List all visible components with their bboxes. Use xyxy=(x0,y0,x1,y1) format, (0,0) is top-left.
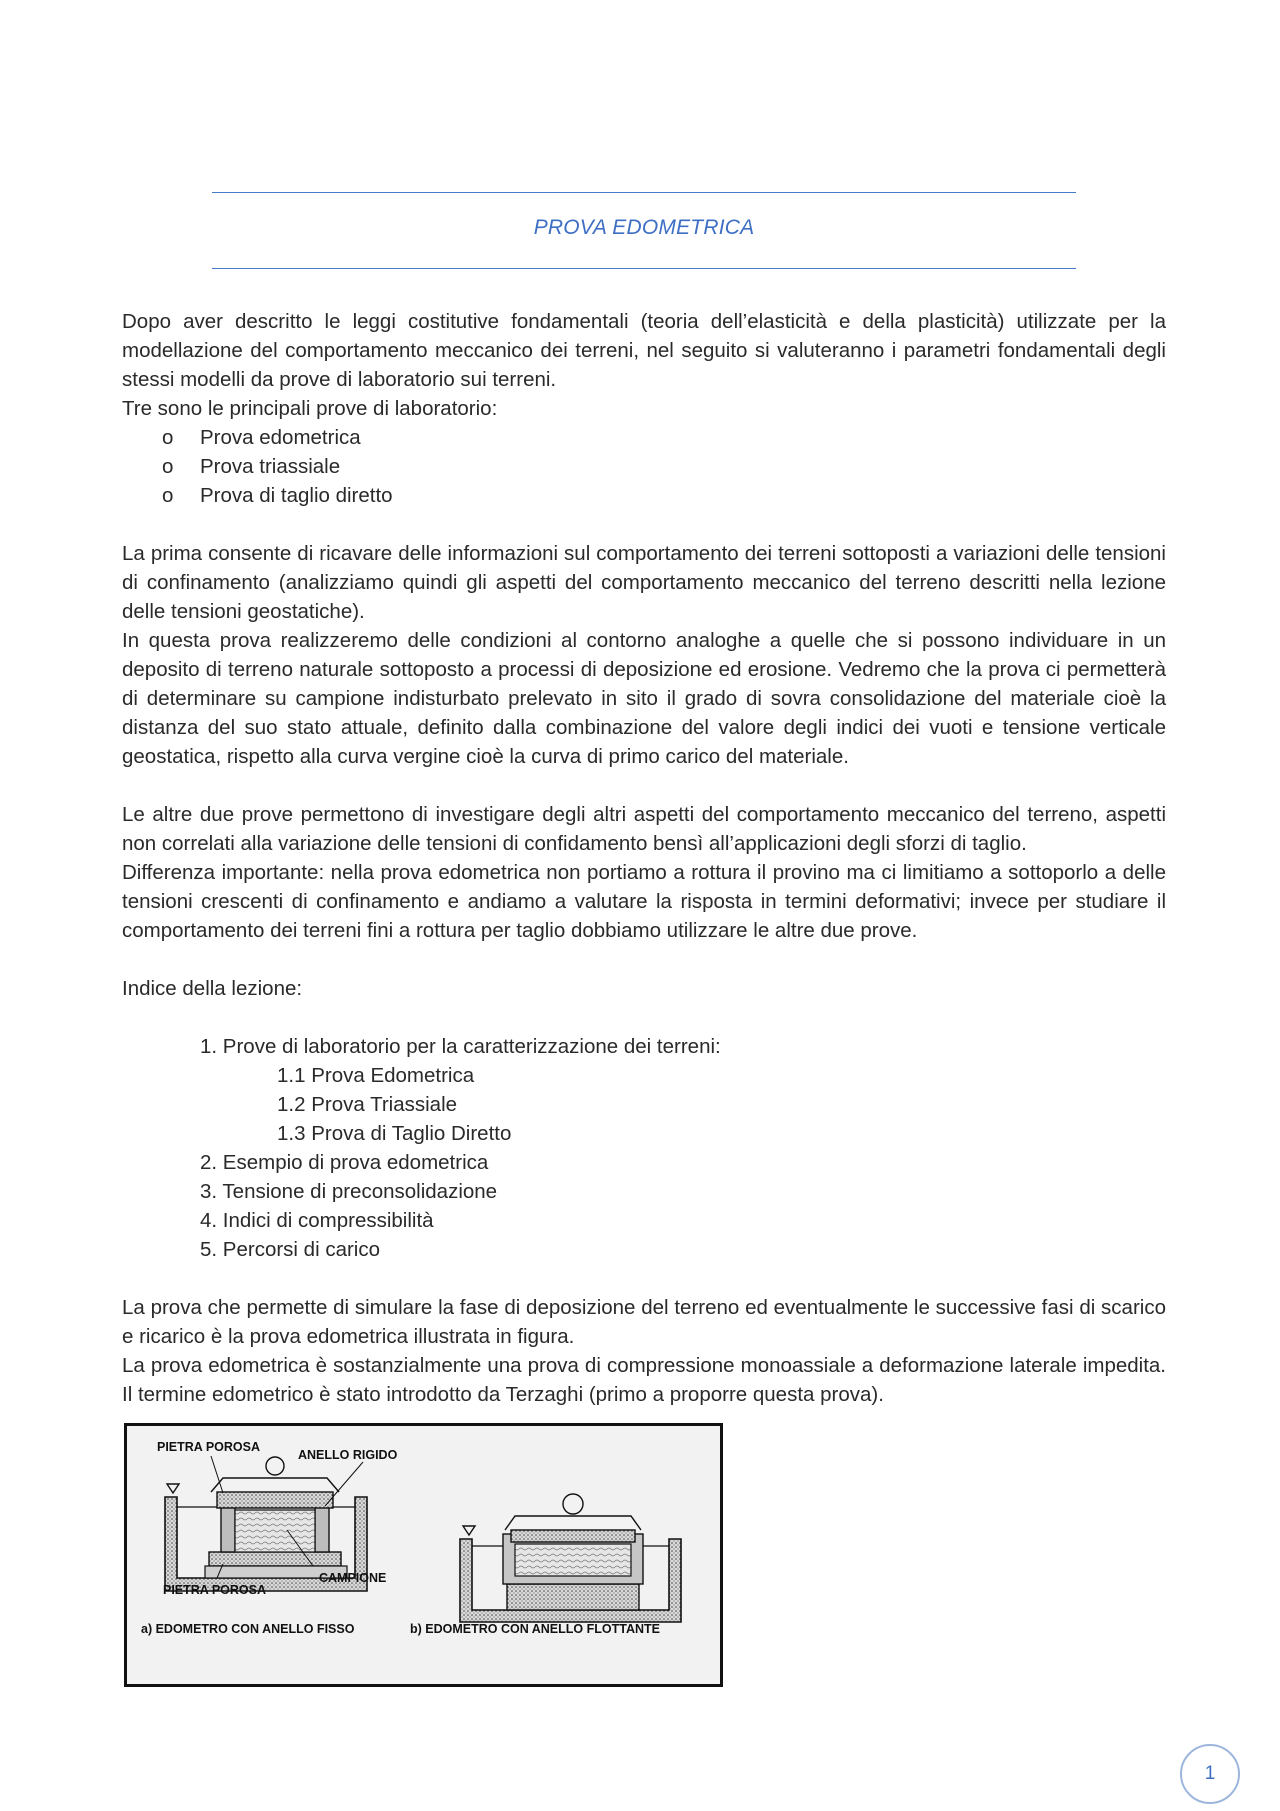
caption-floating-ring: b) EDOMETRO CON ANELLO FLOTTANTE xyxy=(410,1622,660,1636)
title-rule-top xyxy=(212,192,1076,193)
water-level-icon-b xyxy=(463,1526,475,1535)
index-subitem: 1.1 Prova Edometrica xyxy=(277,1064,475,1087)
load-ball-b xyxy=(563,1494,583,1514)
label-pietra-porosa-top: PIETRA POROSA xyxy=(157,1440,261,1454)
lesson-index xyxy=(122,1032,1166,1264)
fixed-ring-oedometer xyxy=(157,1440,398,1597)
index-subitem: 1.3 Prova di Taglio Diretto xyxy=(277,1122,512,1145)
oedometer-diagram xyxy=(127,1426,720,1684)
oedometer-figure xyxy=(124,1423,723,1687)
label-campione: CAMPIONE xyxy=(319,1571,387,1585)
list-item xyxy=(122,481,1166,510)
water-level-icon xyxy=(167,1484,179,1493)
title-rule-bottom xyxy=(212,268,1076,269)
list-item xyxy=(122,423,1166,452)
paragraph-differenza: Differenza importante: nella prova edometrica non portiamo a rottura il provino ma ci limitiamo a sottoporlo a delle tensioni crescenti di confinamento e andiamo a valutare la risposta in termini deformativi; invece per studiare il comportamento dei terreni fini a rottura per taglio dobbiamo utilizzare le altre due prove. xyxy=(122,861,1166,942)
paragraph-intro: Dopo aver descritto le leggi costitutive fondamentali (teoria dell’elasticità e della plasticità) utilizzate per la modellazione del comportamento meccanico dei terreni, nel seguito si valuteranno i parametri fondamentali degli stessi modelli da prove di laboratorio sui terreni. xyxy=(122,310,1166,391)
bullet-list xyxy=(122,423,1166,510)
floating-ring-oedometer xyxy=(460,1494,681,1622)
page-number: 1 xyxy=(1180,1744,1240,1804)
load-ball xyxy=(266,1457,284,1475)
label-pietra-porosa-bottom: PIETRA POROSA xyxy=(163,1583,267,1597)
bullet-marker: o xyxy=(162,484,174,507)
caption-fixed-ring: a) EDOMETRO CON ANELLO FISSO xyxy=(141,1622,355,1636)
index-item: 1. Prove di laboratorio per la caratterizzazione dei terreni: xyxy=(200,1035,721,1058)
bullet-marker: o xyxy=(162,455,174,478)
list-item-label: Prova triassiale xyxy=(200,455,341,478)
label-anello-rigido: ANELLO RIGIDO xyxy=(298,1448,398,1462)
paragraph-indice: Indice della lezione: xyxy=(122,977,303,1000)
index-item: 3. Tensione di preconsolidazione xyxy=(200,1180,498,1203)
paragraph-altre: Le altre due prove permettono di investigare degli altri aspetti del comportamento meccanico del terreno, aspetti non correlati alla variazione delle tensioni di confidamento bensì all’applicazioni degli sforzi di taglio. xyxy=(122,803,1166,855)
index-item: 5. Percorsi di carico xyxy=(200,1238,381,1261)
document-body xyxy=(122,307,1166,1409)
paragraph-simulare: La prova che permette di simulare la fase di deposizione del terreno ed eventualmente le successive fasi di scarico e ricarico è la prova edometrica illustrata in figura. xyxy=(122,1296,1166,1348)
index-item: 2. Esempio di prova edometrica xyxy=(200,1151,489,1174)
list-item-label: Prova edometrica xyxy=(200,426,361,449)
index-item: 4. Indici di compressibilità xyxy=(200,1209,434,1232)
list-item-label: Prova di taglio diretto xyxy=(200,484,393,507)
paragraph-prima: La prima consente di ricavare delle informazioni sul comportamento dei terreni sottoposti a variazioni delle tensioni di confinamento (analizziamo quindi gli aspetti del comportamento meccanico del terreno descritti nella lezione delle tensioni geostatiche). xyxy=(122,542,1166,623)
page-title: PROVA EDOMETRICA xyxy=(533,216,755,239)
paragraph-sostanzialmente: La prova edometrica è sostanzialmente una prova di compressione monoassiale a deformazione laterale impedita. Il termine edometrico è stato introdotto da Terzaghi (primo a proporre questa prova). xyxy=(122,1354,1166,1406)
paragraph-tre: Tre sono le principali prove di laboratorio: xyxy=(122,397,498,420)
paragraph-questa: In questa prova realizzeremo delle condizioni al contorno analoghe a quelle che si possono individuare in un deposito di terreno naturale sottoposto a processi di deposizione ed erosione. Vedremo che la prova ci permetterà di determinare su campione indisturbato prelevato in sito il grado di sovra consolidazione del materiale cioè la distanza del suo stato attuale, definito dalla combinazione del valore degli indici dei vuoti e tensione verticale geostatica, rispetto alla curva vergine cioè la curva di primo carico del materiale. xyxy=(122,629,1166,768)
list-item xyxy=(122,452,1166,481)
bullet-marker: o xyxy=(162,426,174,449)
index-subitem: 1.2 Prova Triassiale xyxy=(277,1093,458,1116)
